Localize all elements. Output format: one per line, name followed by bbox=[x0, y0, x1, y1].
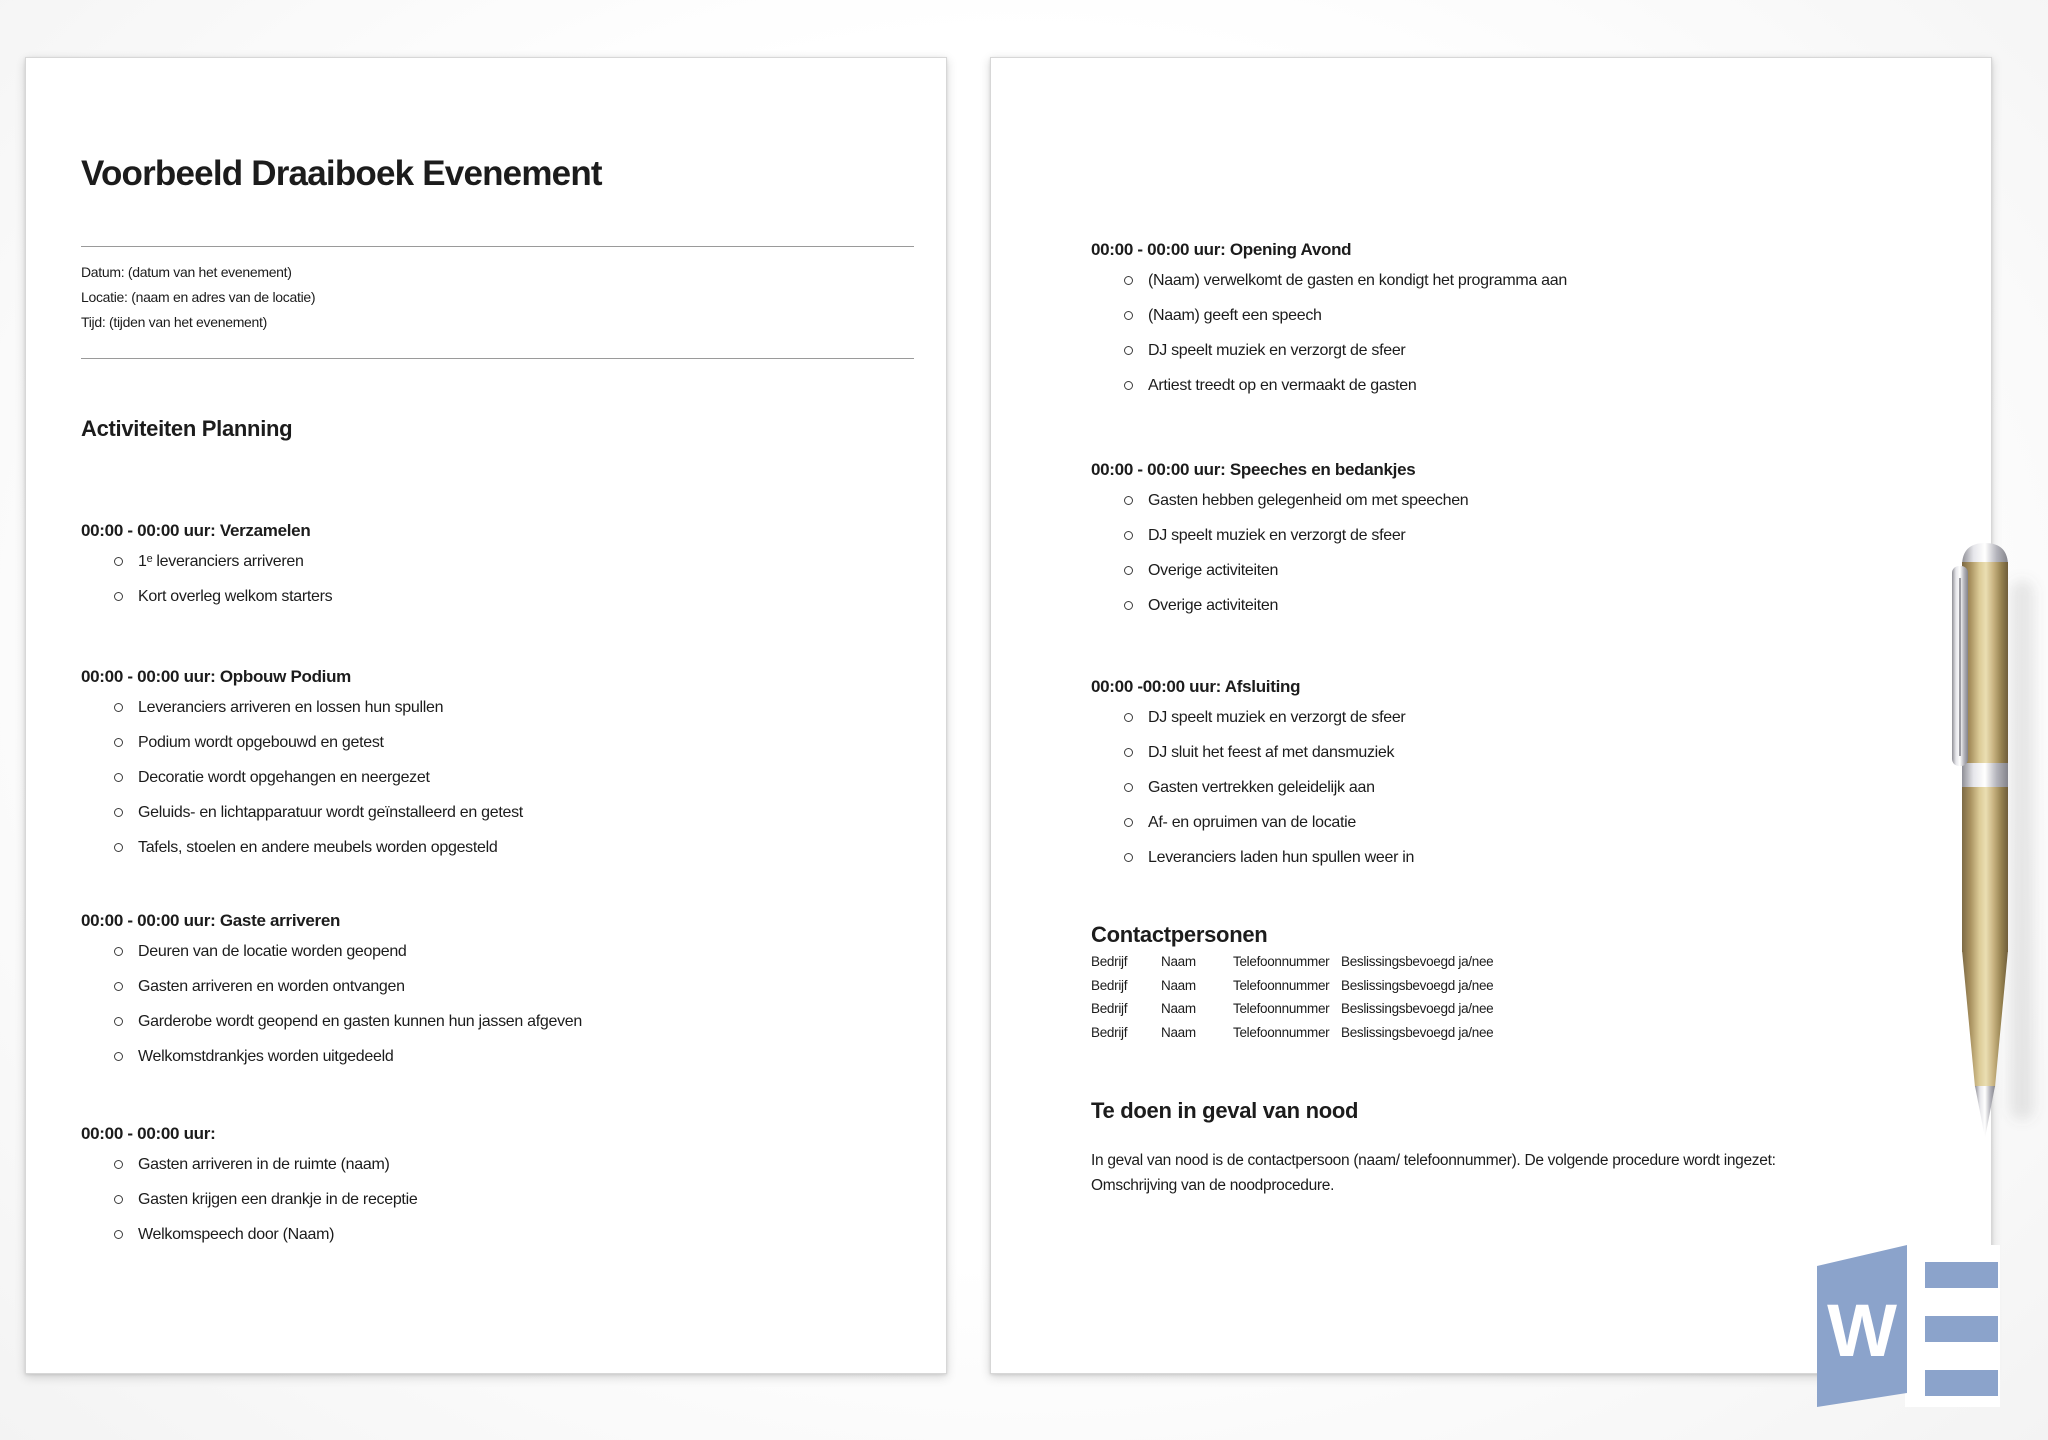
list-item-text: Af- en opruimen van de locatie bbox=[1148, 814, 1357, 831]
list-item-text: DJ sluit het feest af met dansmuziek bbox=[1148, 744, 1395, 761]
list-item bbox=[81, 1047, 921, 1066]
list-item-text: Gasten arriveren en worden ontvangen bbox=[138, 978, 405, 995]
circle-bullet-icon bbox=[1124, 818, 1133, 827]
paragraph-line: In geval van nood is de contactpersoon (naam/ telefoonnummer). De volgende procedure wordt ingezet: bbox=[1091, 1152, 1776, 1169]
list-item-text: Gasten vertrekken geleidelijk aan bbox=[1148, 779, 1375, 796]
section-heading: 00:00 - 00:00 uur: bbox=[81, 1124, 216, 1143]
cell-beslissingsbevoegd: Beslissingsbevoegd ja/nee bbox=[1341, 1001, 1494, 1016]
list-item-text: (Naam) geeft een speech bbox=[1148, 307, 1322, 324]
table-row bbox=[1091, 954, 1571, 978]
circle-bullet-icon bbox=[114, 703, 123, 712]
circle-bullet-icon bbox=[1124, 496, 1133, 505]
pen-body bbox=[1962, 562, 2008, 952]
circle-bullet-icon bbox=[1124, 276, 1133, 285]
page-title: Voorbeeld Draaiboek Evenement bbox=[81, 154, 602, 193]
circle-bullet-icon bbox=[1124, 713, 1133, 722]
cell-bedrijf: Bedrijf bbox=[1091, 1024, 1128, 1040]
circle-bullet-icon bbox=[114, 1195, 123, 1204]
list-item-text: (Naam) verwelkomt de gasten en kondigt het programma aan bbox=[1148, 272, 1567, 289]
list-item bbox=[81, 977, 921, 996]
section-opbouw-podium bbox=[81, 666, 921, 873]
meta-location: Locatie: (naam en adres van de locatie) bbox=[81, 289, 316, 305]
list-item bbox=[81, 552, 921, 571]
list-item bbox=[1091, 596, 1931, 615]
document-page-1 bbox=[25, 57, 947, 1374]
circle-bullet-icon bbox=[114, 947, 123, 956]
circle-bullet-icon bbox=[114, 592, 123, 601]
list-item bbox=[1091, 341, 1931, 360]
section-heading: 00:00 - 00:00 uur: Speeches en bedankjes bbox=[1091, 460, 1416, 479]
list-item-text: DJ speelt muziek en verzorgt de sfeer bbox=[1148, 709, 1406, 726]
cell-telefoonnummer: Telefoonnummer bbox=[1233, 1024, 1330, 1040]
list-item bbox=[81, 1155, 921, 1174]
list-item bbox=[1091, 306, 1931, 325]
section-heading: 00:00 - 00:00 uur: Gaste arriveren bbox=[81, 911, 341, 930]
emergency-heading: Te doen in geval van nood bbox=[1091, 1098, 1359, 1123]
list-item bbox=[81, 1012, 921, 1031]
divider-line bbox=[81, 358, 914, 359]
section-afsluiting bbox=[1091, 676, 1931, 883]
list-item bbox=[81, 1190, 921, 1209]
cell-telefoonnummer: Telefoonnummer bbox=[1233, 954, 1330, 969]
list-item-text: DJ speelt muziek en verzorgt de sfeer bbox=[1148, 342, 1406, 359]
section-heading: 00:00 -00:00 uur: Afsluiting bbox=[1091, 677, 1301, 696]
circle-bullet-icon bbox=[114, 738, 123, 747]
meta-date: Datum: (datum van het evenement) bbox=[81, 264, 292, 280]
list-item-text: Decoratie wordt opgehangen en neergezet bbox=[138, 769, 430, 786]
list-item-text: Leveranciers arriveren en lossen hun spullen bbox=[138, 699, 444, 716]
contacts-heading: Contactpersonen bbox=[1091, 922, 1268, 947]
cell-naam: Naam bbox=[1161, 977, 1196, 993]
cell-beslissingsbevoegd: Beslissingsbevoegd ja/nee bbox=[1341, 954, 1494, 969]
list-item bbox=[1091, 813, 1931, 832]
cell-bedrijf: Bedrijf bbox=[1091, 1001, 1128, 1016]
list-item-text: Geluids- en lichtapparatuur wordt geïnstalleerd en getest bbox=[138, 804, 523, 821]
list-item-text: 1ᵉ leveranciers arriveren bbox=[138, 553, 304, 570]
pen-taper bbox=[1962, 950, 2008, 1087]
list-item bbox=[1091, 848, 1931, 867]
document-page-2 bbox=[990, 57, 1992, 1374]
circle-bullet-icon bbox=[1124, 566, 1133, 575]
list-item-text: Kort overleg welkom starters bbox=[138, 588, 333, 605]
list-item bbox=[1091, 778, 1931, 797]
section-heading: 00:00 - 00:00 uur: Verzamelen bbox=[81, 521, 311, 540]
circle-bullet-icon bbox=[1124, 783, 1133, 792]
section-opening-avond bbox=[1091, 239, 1931, 411]
pen-shadow bbox=[2010, 580, 2034, 1120]
list-item-text: Overige activiteiten bbox=[1148, 597, 1279, 614]
cell-beslissingsbevoegd: Beslissingsbevoegd ja/nee bbox=[1341, 977, 1494, 993]
planning-heading: Activiteiten Planning bbox=[81, 416, 293, 441]
list-item-text: Garderobe wordt geopend en gasten kunnen hun jassen afgeven bbox=[138, 1013, 582, 1030]
list-item-text: Gasten krijgen een drankje in de receptie bbox=[138, 1191, 418, 1208]
circle-bullet-icon bbox=[114, 557, 123, 566]
pen-image bbox=[1930, 530, 2048, 1170]
event-meta bbox=[81, 260, 315, 335]
circle-bullet-icon bbox=[114, 1230, 123, 1239]
cell-telefoonnummer: Telefoonnummer bbox=[1233, 1001, 1330, 1016]
section-heading: 00:00 - 00:00 uur: Opbouw Podium bbox=[81, 667, 351, 686]
list-item-text: Gasten arriveren in de ruimte (naam) bbox=[138, 1156, 390, 1173]
table-row bbox=[1091, 1025, 1571, 1049]
list-item bbox=[1091, 271, 1931, 290]
section-heading: 00:00 - 00:00 uur: Opening Avond bbox=[1091, 240, 1352, 259]
list-item bbox=[1091, 491, 1931, 510]
circle-bullet-icon bbox=[1124, 311, 1133, 320]
cell-telefoonnummer: Telefoonnummer bbox=[1233, 977, 1330, 993]
list-item bbox=[81, 942, 921, 961]
list-item bbox=[81, 803, 921, 822]
circle-bullet-icon bbox=[114, 1160, 123, 1169]
word-logo-lines-icon bbox=[1925, 1262, 1998, 1396]
divider-line bbox=[81, 246, 914, 247]
circle-bullet-icon bbox=[114, 1017, 123, 1026]
cell-bedrijf: Bedrijf bbox=[1091, 954, 1128, 969]
emergency-paragraph bbox=[1091, 1148, 1921, 1198]
paragraph-line: Omschrijving van de noodprocedure. bbox=[1091, 1177, 1335, 1194]
cell-naam: Naam bbox=[1161, 954, 1196, 969]
circle-bullet-icon bbox=[1124, 748, 1133, 757]
meta-time: Tijd: (tijden van het evenement) bbox=[81, 314, 267, 330]
list-item bbox=[1091, 708, 1931, 727]
list-item bbox=[1091, 561, 1931, 580]
list-item-text: Deuren van de locatie worden geopend bbox=[138, 943, 407, 960]
list-item bbox=[81, 587, 921, 606]
cell-bedrijf: Bedrijf bbox=[1091, 977, 1128, 993]
circle-bullet-icon bbox=[1124, 601, 1133, 610]
pen-tip-icon bbox=[1975, 1086, 1995, 1138]
circle-bullet-icon bbox=[114, 1052, 123, 1061]
list-item bbox=[81, 768, 921, 787]
circle-bullet-icon bbox=[114, 982, 123, 991]
cell-beslissingsbevoegd: Beslissingsbevoegd ja/nee bbox=[1341, 1024, 1494, 1040]
list-item-text: Overige activiteiten bbox=[1148, 562, 1279, 579]
list-item bbox=[1091, 526, 1931, 545]
section-speeches bbox=[1091, 459, 1931, 631]
circle-bullet-icon bbox=[1124, 381, 1133, 390]
list-item-text: Welkomstdrankjes worden uitgedeeld bbox=[138, 1048, 394, 1065]
table-row bbox=[1091, 1001, 1571, 1025]
table-row bbox=[1091, 978, 1571, 1002]
section-verzamelen bbox=[81, 520, 921, 622]
section-ontvangst bbox=[81, 1123, 921, 1260]
list-item-text: Leveranciers laden hun spullen weer in bbox=[1148, 849, 1415, 866]
contacts-table bbox=[1091, 954, 1571, 1048]
circle-bullet-icon bbox=[114, 843, 123, 852]
cell-naam: Naam bbox=[1161, 1001, 1196, 1016]
cell-naam: Naam bbox=[1161, 1024, 1196, 1040]
list-item-text: Gasten hebben gelegenheid om met speechen bbox=[1148, 492, 1469, 509]
circle-bullet-icon bbox=[114, 808, 123, 817]
list-item bbox=[1091, 743, 1931, 762]
list-item-text: Tafels, stoelen en andere meubels worden opgesteld bbox=[138, 839, 498, 856]
list-item bbox=[81, 838, 921, 857]
list-item-text: DJ speelt muziek en verzorgt de sfeer bbox=[1148, 527, 1406, 544]
pen-band bbox=[1962, 763, 2008, 787]
circle-bullet-icon bbox=[1124, 346, 1133, 355]
circle-bullet-icon bbox=[1124, 531, 1133, 540]
word-logo bbox=[1800, 1233, 2015, 1423]
list-item bbox=[81, 733, 921, 752]
list-item-text: Podium wordt opgebouwd en getest bbox=[138, 734, 384, 751]
list-item bbox=[81, 1225, 921, 1244]
section-gaste-arriveren bbox=[81, 910, 921, 1082]
circle-bullet-icon bbox=[114, 773, 123, 782]
list-item-text: Artiest treedt op en vermaakt de gasten bbox=[1148, 377, 1417, 394]
list-item bbox=[81, 698, 921, 717]
circle-bullet-icon bbox=[1124, 853, 1133, 862]
word-logo-letter: W bbox=[1827, 1289, 1897, 1372]
list-item-text: Welkomspeech door (Naam) bbox=[138, 1226, 335, 1243]
list-item bbox=[1091, 376, 1931, 395]
